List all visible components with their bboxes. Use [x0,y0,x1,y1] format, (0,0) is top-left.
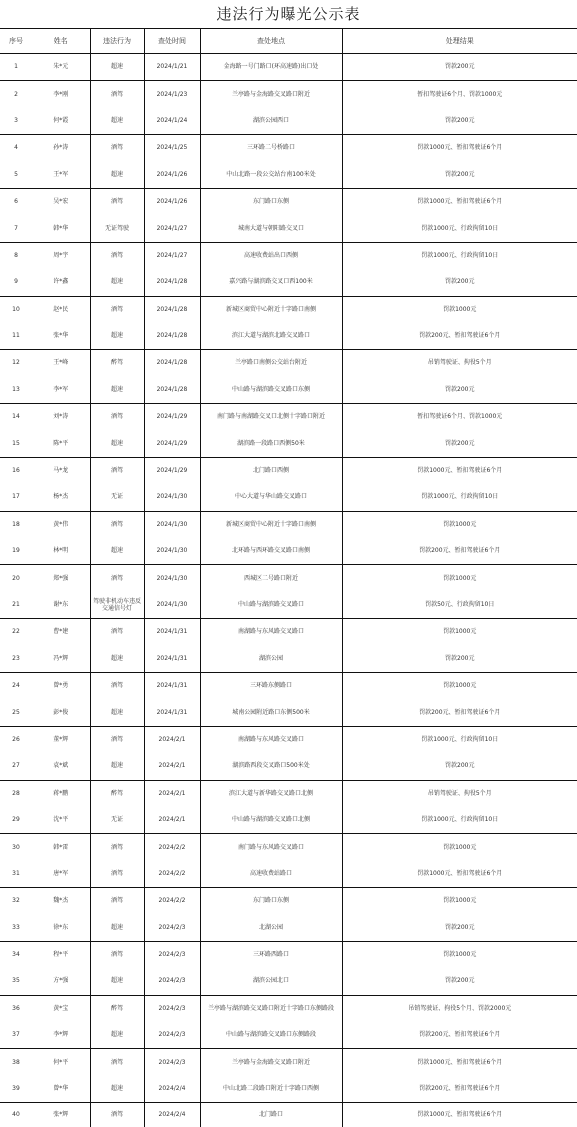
cell-location: 湖滨公园北口 [200,968,342,995]
cell-violation: 无证 [90,484,144,511]
cell-index: 3 [0,108,32,135]
cell-location: 滨江大道与湖滨北路交叉路口 [200,323,342,350]
cell-index: 2 [14,90,18,98]
cell-location: 兰亭路与金海路交叉路口附近 [200,81,342,108]
table-row [0,54,577,81]
cell-location: 滨江大道与新华路交叉路口北侧 [200,780,342,807]
cell-result: 罚款200元 [342,377,577,404]
cell-result: 罚款200元 [342,430,577,457]
cell-name: 杨*杰 [32,484,90,511]
cell-violation: 酒驾 [90,888,144,915]
cell-violation: 酒驾 [90,242,144,269]
cell-location: 北湖公园 [200,915,342,942]
cell-name: 魏*杰 [53,897,69,905]
cell-index: 32 [12,897,20,905]
cell-location: 南湖路与东风路交叉路口 [200,619,342,646]
header-name: 姓名 [32,29,90,54]
cell-index: 19 [0,538,32,565]
table-row [0,457,577,484]
cell-result: 罚款1000元、暂扣驾驶证6个月 [342,1049,577,1076]
cell-time: 2024/1/29 [144,430,200,457]
cell-name: 韩*雷 [53,843,69,851]
table-row [0,834,577,861]
cell-index: 33 [0,915,32,942]
cell-violation: 酒驾 [90,188,144,215]
cell-index: 26 [12,735,20,743]
cell-result: 罚款1000元 [342,296,577,323]
cell-time: 2024/1/28 [144,269,200,296]
cell-violation: 醉驾 [90,780,144,807]
table-row [0,646,577,673]
cell-time: 2024/1/29 [144,457,200,484]
table-row [0,619,577,646]
table-row [0,296,577,323]
cell-time: 2024/2/3 [144,1022,200,1049]
cell-result: 罚款1000元 [342,672,577,699]
header-location: 查处地点 [200,29,342,54]
table-row [0,1103,577,1127]
cell-result: 罚款1000元、行政拘留10日 [342,215,577,242]
cell-name: 韩*华 [32,215,90,242]
cell-result: 罚款1000元 [342,511,577,538]
cell-result: 罚款1000元、暂扣驾驶证6个月 [342,188,577,215]
table-row [0,1076,577,1103]
cell-name: 吴*宏 [53,198,69,206]
cell-result: 罚款200元 [342,162,577,189]
cell-location: 东门路口东侧 [200,188,342,215]
cell-name: 蒋*鹏 [53,789,69,797]
cell-time: 2024/1/30 [144,511,200,538]
cell-result: 罚款1000元、暂扣驾驶证6个月 [342,861,577,888]
table-row [0,108,577,135]
cell-result: 罚款1000元、行政拘留10日 [342,484,577,511]
cell-time: 2024/1/28 [144,377,200,404]
cell-violation: 超速 [90,108,144,135]
cell-violation: 超速 [90,538,144,565]
cell-name: 沈*平 [32,807,90,834]
cell-violation: 酒驾 [90,726,144,753]
cell-time: 2024/2/3 [144,1049,200,1076]
cell-location: 三环路西路口 [200,941,342,968]
cell-violation: 超速 [90,269,144,296]
cell-time: 2024/2/1 [144,726,200,753]
cell-name: 陈*平 [32,430,90,457]
cell-result: 吊销驾驶证、拘役5个月、罚款2000元 [342,995,577,1022]
cell-result: 罚款200元、暂扣驾驶证6个月 [342,1022,577,1049]
cell-name: 黄*宝 [53,1004,69,1012]
cell-name: 孙*涛 [53,144,69,152]
cell-time: 2024/1/29 [144,404,200,431]
cell-name: 唐*军 [32,861,90,888]
cell-result: 吊销驾驶证、拘役5个月 [342,780,577,807]
table-row [0,565,577,592]
cell-location: 南湖路与东风路交叉路口 [200,726,342,753]
cell-index: 25 [0,699,32,726]
table-row [0,941,577,968]
cell-time: 2024/2/4 [144,1103,200,1127]
table-row [0,968,577,995]
cell-location: 南门路与东风路交叉路口 [200,834,342,861]
cell-violation: 超速 [90,753,144,780]
cell-name: 周*宇 [53,251,69,259]
table-row [0,672,577,699]
cell-name: 李*刚 [53,90,69,98]
cell-time: 2024/2/2 [144,888,200,915]
cell-index: 36 [12,1004,20,1012]
cell-index: 29 [0,807,32,834]
cell-time: 2024/2/3 [144,915,200,942]
cell-location: 西城区二号路口附近 [200,565,342,592]
table-row [0,888,577,915]
cell-location: 中山路与湖滨路交叉路口东侧路段 [200,1022,342,1049]
cell-name: 何*平 [53,1058,69,1066]
cell-location: 中山北路一段公交站台南100米处 [200,162,342,189]
cell-name: 张*华 [32,323,90,350]
header-index: 序号 [0,29,32,54]
table-row [0,323,577,350]
cell-index: 27 [0,753,32,780]
cell-name: 张*辉 [53,1111,69,1119]
cell-result: 暂扣驾驶证6个月、罚款1000元 [342,404,577,431]
cell-result: 罚款1000元 [342,619,577,646]
cell-name: 徐*东 [32,915,90,942]
cell-index: 30 [12,843,20,851]
cell-name: 郑*强 [53,574,69,582]
cell-time: 2024/2/2 [144,834,200,861]
cell-violation: 酒驾 [90,511,144,538]
cell-violation: 超速 [90,323,144,350]
cell-location: 东门路口东侧 [200,888,342,915]
cell-time: 2024/2/4 [144,1076,200,1103]
cell-name: 袁*斌 [32,753,90,780]
table-row [0,215,577,242]
table-row [0,484,577,511]
cell-violation: 酒驾 [90,834,144,861]
cell-time: 2024/1/27 [144,215,200,242]
cell-time: 2024/2/1 [144,807,200,834]
cell-result: 罚款200元、暂扣驾驶证6个月 [342,1076,577,1103]
table-row [0,538,577,565]
cell-index: 11 [0,323,32,350]
cell-location: 中山路与湖滨路交叉路口 [200,592,342,619]
violation-table [0,28,577,1127]
cell-time: 2024/2/3 [144,995,200,1022]
cell-name: 王*峰 [53,359,69,367]
cell-index: 38 [12,1058,20,1066]
cell-index: 39 [0,1076,32,1103]
cell-index: 12 [12,359,20,367]
cell-index: 15 [0,430,32,457]
cell-time: 2024/1/28 [144,296,200,323]
table-row [0,995,577,1022]
cell-location: 中山路与湖滨路交叉路口东侧 [200,377,342,404]
table-row [0,511,577,538]
cell-index: 34 [12,951,20,959]
cell-index: 4 [14,144,18,152]
cell-time: 2024/1/26 [144,188,200,215]
cell-violation: 酒驾 [90,1049,144,1076]
cell-time: 2024/2/1 [144,780,200,807]
cell-time: 2024/2/2 [144,861,200,888]
cell-result: 罚款200元 [342,54,577,81]
cell-violation: 酒驾 [90,135,144,162]
cell-name: 董*辉 [53,735,69,743]
cell-location: 北环路与西环路交叉路口南侧 [200,538,342,565]
cell-index: 20 [12,574,20,582]
cell-violation: 超速 [90,699,144,726]
cell-location: 湖滨路西段交叉路口500米处 [200,753,342,780]
cell-violation: 驾驶非机动车违反交通信号灯 [90,592,144,619]
cell-location: 北门路口西侧 [200,457,342,484]
cell-name: 林*明 [32,538,90,565]
cell-violation: 酒驾 [90,404,144,431]
cell-violation: 无证 [90,807,144,834]
cell-name: 冯*辉 [32,646,90,673]
cell-location: 湖滨路一段路口西侧50米 [200,430,342,457]
cell-result: 罚款1000元、行政拘留10日 [342,807,577,834]
cell-result: 罚款200元 [342,915,577,942]
cell-index: 5 [0,162,32,189]
cell-location: 新城区商贸中心附近十字路口南侧 [200,511,342,538]
cell-result: 罚款1000元 [342,834,577,861]
cell-location: 高速收费站出口西侧 [200,242,342,269]
cell-violation: 酒驾 [90,565,144,592]
cell-location: 湖滨公园西口 [200,108,342,135]
cell-violation: 醉驾 [90,350,144,377]
cell-location: 南门路与南湖路交叉口北侧十字路口附近 [200,404,342,431]
header-time: 查处时间 [144,29,200,54]
cell-index: 18 [12,520,20,528]
cell-index: 35 [0,968,32,995]
cell-result: 罚款1000元、暂扣驾驶证6个月 [342,135,577,162]
cell-violation: 超速 [90,1022,144,1049]
cell-name: 许*鑫 [32,269,90,296]
cell-violation: 超速 [90,377,144,404]
cell-time: 2024/1/30 [144,538,200,565]
cell-location: 高速收费站路口 [200,861,342,888]
table-row [0,81,577,108]
cell-result: 吊销驾驶证、拘役5个月 [342,350,577,377]
cell-time: 2024/1/31 [144,672,200,699]
cell-index: 16 [12,467,20,475]
table-row [0,162,577,189]
cell-result: 罚款50元、行政拘留10日 [342,592,577,619]
cell-time: 2024/1/23 [144,81,200,108]
cell-location: 新城区商贸中心附近十字路口南侧 [200,296,342,323]
table-row [0,699,577,726]
cell-name: 何*霞 [32,108,90,135]
cell-index: 37 [0,1022,32,1049]
table-row [0,135,577,162]
cell-result: 罚款1000元 [342,565,577,592]
cell-name: 程*平 [53,951,69,959]
cell-violation: 酒驾 [90,672,144,699]
cell-time: 2024/1/31 [144,619,200,646]
cell-result: 罚款200元 [342,108,577,135]
cell-time: 2024/1/30 [144,484,200,511]
cell-result: 暂扣驾驶证6个月、罚款1000元 [342,81,577,108]
cell-name: 王*军 [32,162,90,189]
table-row [0,430,577,457]
table-row [0,753,577,780]
cell-time: 2024/1/30 [144,592,200,619]
cell-violation: 酒驾 [90,1103,144,1127]
cell-index: 21 [0,592,32,619]
cell-index: 10 [12,305,20,313]
cell-location: 中山路与湖滨路交叉路口北侧 [200,807,342,834]
cell-index: 23 [0,646,32,673]
cell-name: 曹*建 [53,628,69,636]
table-row [0,350,577,377]
cell-time: 2024/1/21 [144,54,200,81]
cell-violation: 酒驾 [90,457,144,484]
cell-result: 罚款200元 [342,968,577,995]
cell-index: 7 [0,215,32,242]
cell-violation: 醉驾 [90,995,144,1022]
cell-result: 罚款1000元、暂扣驾驶证6个月 [342,1103,577,1127]
cell-index: 13 [0,377,32,404]
table-row [0,861,577,888]
cell-location: 金海路一号门路口(环高速路)出口处 [200,54,342,81]
table-row [0,188,577,215]
cell-violation: 超速 [90,915,144,942]
table-row [0,1049,577,1076]
table-row [0,726,577,753]
cell-location: 兰亭路与湖滨路交叉路口附近十字路口东侧路段 [200,995,342,1022]
cell-result: 罚款200元 [342,646,577,673]
cell-time: 2024/2/3 [144,941,200,968]
cell-time: 2024/1/27 [144,242,200,269]
cell-index: 40 [12,1111,20,1119]
cell-index: 14 [12,413,20,421]
cell-index: 1 [0,54,32,81]
table-row [0,592,577,619]
cell-location: 中心大道与华山路交叉路口 [200,484,342,511]
header-result: 处理结果 [342,29,577,54]
cell-violation: 酒驾 [90,861,144,888]
cell-time: 2024/1/26 [144,162,200,189]
cell-violation: 酒驾 [90,81,144,108]
cell-location: 湖滨公园 [200,646,342,673]
cell-time: 2024/1/30 [144,565,200,592]
table-row [0,1022,577,1049]
table-row [0,242,577,269]
cell-time: 2024/2/1 [144,753,200,780]
cell-result: 罚款200元 [342,753,577,780]
cell-result: 罚款1000元 [342,941,577,968]
cell-violation: 超速 [90,646,144,673]
cell-name: 黄*伟 [53,520,69,528]
cell-name: 刘*涛 [53,413,69,421]
cell-violation: 超速 [90,1076,144,1103]
cell-time: 2024/1/28 [144,323,200,350]
cell-index: 28 [12,789,20,797]
cell-time: 2024/2/3 [144,968,200,995]
cell-index: 31 [0,861,32,888]
cell-violation: 酒驾 [90,296,144,323]
cell-time: 2024/1/28 [144,350,200,377]
table-row [0,780,577,807]
cell-location: 三环路二号桥路口 [200,135,342,162]
table-row [0,807,577,834]
cell-result: 罚款200元、暂扣驾驶证6个月 [342,323,577,350]
cell-violation: 超速 [90,54,144,81]
table-row [0,377,577,404]
cell-location: 兰亭路与金海路交叉路口附近 [200,1049,342,1076]
cell-violation: 酒驾 [90,619,144,646]
cell-name: 方*强 [32,968,90,995]
cell-name: 李*辉 [32,1022,90,1049]
cell-result: 罚款1000元 [342,888,577,915]
page-title: 违法行为曝光公示表 [216,5,361,23]
cell-location: 城南大道与朝阳路交叉口 [200,215,342,242]
cell-location: 兰亭路口南侧公交站台附近 [200,350,342,377]
cell-result: 罚款200元、暂扣驾驶证6个月 [342,699,577,726]
cell-result: 罚款200元 [342,269,577,296]
cell-name: 彭*俊 [32,699,90,726]
cell-time: 2024/1/24 [144,108,200,135]
cell-name: 曾*华 [32,1076,90,1103]
cell-name: 谢*东 [32,592,90,619]
cell-violation: 酒驾 [90,941,144,968]
cell-location: 中山北路二段路口附近十字路口西侧 [200,1076,342,1103]
header-violation: 违法行为 [90,29,144,54]
cell-location: 城南公园附近路口东侧500米 [200,699,342,726]
cell-location: 三环路东侧路口 [200,672,342,699]
cell-time: 2024/1/31 [144,646,200,673]
cell-violation: 超速 [90,430,144,457]
cell-violation: 超速 [90,968,144,995]
table-row [0,404,577,431]
cell-name: 马*龙 [53,467,69,475]
cell-result: 罚款1000元、暂扣驾驶证6个月 [342,457,577,484]
cell-result: 罚款200元、暂扣驾驶证6个月 [342,538,577,565]
cell-index: 9 [0,269,32,296]
cell-name: 曾*勇 [53,682,69,690]
cell-name: 赵*民 [53,305,69,313]
cell-violation: 超速 [90,162,144,189]
cell-location: 北门路口 [200,1103,342,1127]
cell-result: 罚款1000元、行政拘留10日 [342,726,577,753]
cell-index: 24 [12,682,20,690]
cell-index: 6 [14,198,18,206]
cell-index: 8 [14,251,18,259]
cell-violation: 无证驾驶 [90,215,144,242]
cell-result: 罚款1000元、行政拘留10日 [342,242,577,269]
cell-index: 22 [12,628,20,636]
cell-index: 17 [0,484,32,511]
table-header-row [0,29,577,54]
table-row [0,269,577,296]
cell-name: 李*军 [32,377,90,404]
cell-name: 朱*元 [32,54,90,81]
cell-time: 2024/1/31 [144,699,200,726]
cell-time: 2024/1/25 [144,135,200,162]
cell-location: 嘉兴路与湖滨路交叉口西100米 [200,269,342,296]
table-row [0,915,577,942]
